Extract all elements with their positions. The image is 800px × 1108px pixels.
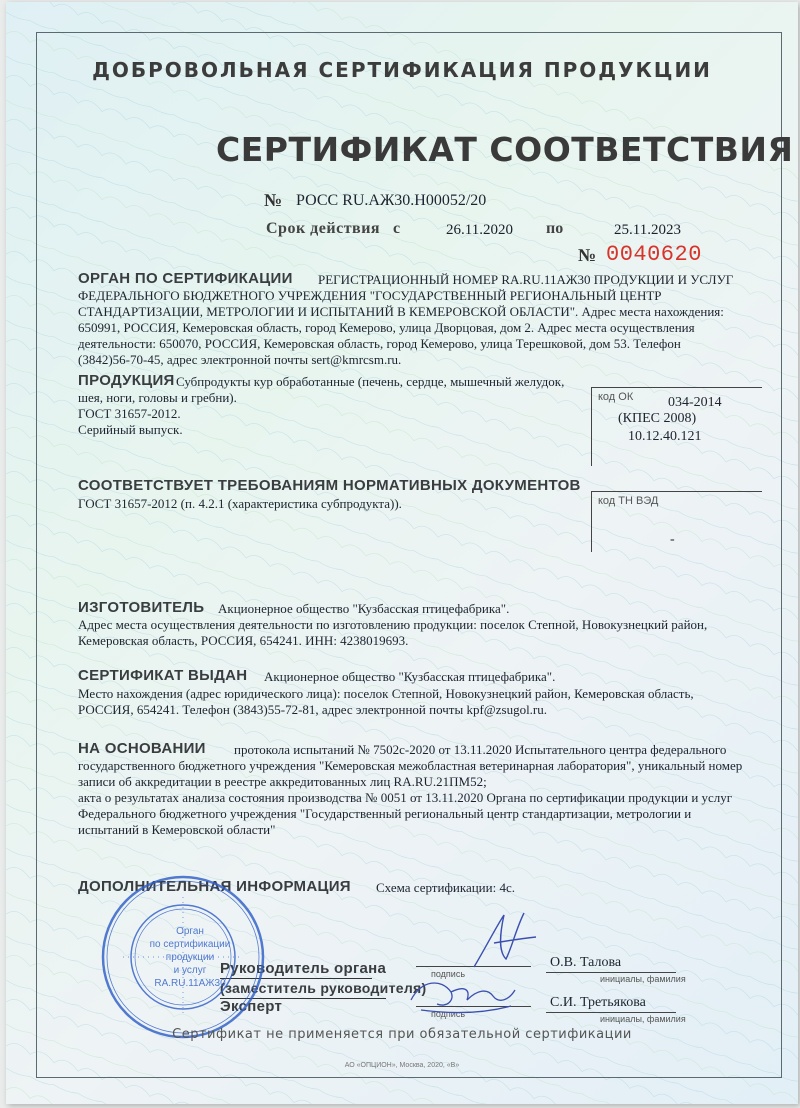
expert-signature-caption: подпись (431, 1009, 466, 1019)
ok-code-value: 10.12.40.121 (628, 429, 702, 444)
basis-line-3: акта о результатах анализа состояния производства № 0051 от 13.11.2020 Органа по сертификации продукции и услуг (78, 790, 733, 805)
head-signature-caption: подпись (431, 969, 466, 979)
stamp-line-3: продукции (165, 952, 215, 963)
cert-number-sign: № (264, 190, 283, 210)
basis-first-line: протокола испытаний № 7502с-2020 от 13.11.2020 Испытательного центра федерального (234, 742, 727, 757)
basis-line-5: испытаний в Кемеровской области" (78, 822, 276, 837)
expert-name: С.И. Третьякова (550, 995, 646, 1010)
organ-label: ОРГАН ПО СЕРТИФИКАЦИИ (78, 270, 293, 287)
issued-name: Акционерное общество "Кузбасская птицефабрика". (264, 669, 556, 684)
main-title: СЕРТИФИКАТ СООТВЕТСТВИЯ (216, 130, 794, 169)
ok-code-standard: 034-2014 (668, 395, 722, 410)
stamp-line-1: Орган (176, 926, 204, 937)
conformity-text: ГОСТ 31657-2012 (п. 4.2.1 (характеристика субпродукта)). (78, 496, 402, 511)
ok-code-label: код ОК (598, 391, 634, 403)
organ-line-5: деятельности: 650070, РОССИЯ, Кемеровская область, город Кемерово, улица Терешковой, дом 53. Телефон (78, 336, 681, 351)
organ-line-6: (3842)56-70-45, адрес электронной почты sert@kmrcsm.ru. (78, 352, 402, 367)
issued-label: СЕРТИФИКАТ ВЫДАН (78, 667, 248, 684)
additional-info-label: ДОПОЛНИТЕЛЬНАЯ ИНФОРМАЦИЯ (78, 878, 351, 895)
stamp-line-4: и услуг (173, 965, 207, 976)
tnved-code-value: - (670, 532, 675, 547)
product-line-4: Серийный выпуск. (78, 422, 183, 437)
head-name-line (546, 972, 676, 973)
additional-info-text: Схема сертификации: 4с. (376, 880, 515, 895)
validity-to-label: по (546, 220, 564, 237)
stamp-line-2: по сертификации (149, 939, 231, 950)
conformity-label: СООТВЕТСТВУЕТ ТРЕБОВАНИЯМ НОРМАТИВНЫХ ДОКУМЕНТОВ (78, 477, 581, 494)
serial-number: 0040620 (606, 242, 702, 267)
product-label: ПРОДУКЦИЯ (78, 372, 175, 389)
manufacturer-label: ИЗГОТОВИТЕЛЬ (78, 599, 205, 616)
validity-label: Срок действия (266, 220, 381, 237)
basis-line-4: Федерального бюджетного учреждения "Государственный региональный центр стандартизации, метрологии и (78, 806, 692, 821)
manufacturer-name: Акционерное общество "Кузбасская птицефабрика". (218, 601, 510, 616)
issued-line-1: Место нахождения (адрес юридического лица): поселок Степной, Новокузнецкий район, Кемеровская область, (78, 686, 694, 701)
product-line-3: ГОСТ 31657-2012. (78, 406, 181, 421)
manufacturer-line-2: Кемеровская область, РОССИЯ, 654241. ИНН: 4238019693. (78, 633, 409, 648)
ok-code-kpes: (КПЕС 2008) (618, 411, 697, 426)
issued-line-2: РОССИЯ, 654241. Телефон (3843)55-72-81, адрес электронной почты kpf@zsugol.ru. (78, 702, 548, 717)
head-signature-handwriting (446, 907, 556, 977)
expert-signature-handwriting (401, 970, 521, 1020)
stamp-line-5: RA.RU.11АЖ30 (154, 978, 226, 989)
date-from: 26.11.2020 (446, 222, 513, 238)
cert-number: РОСС RU.АЖ30.Н00052/20 (296, 192, 487, 209)
serial-sign: № (578, 245, 597, 265)
certificate-sheet (6, 2, 798, 1104)
organ-line-1: РЕГИСТРАЦИОННЫЙ НОМЕР RA.RU.11АЖ30 ПРОДУКЦИИ И УСЛУГ (318, 272, 734, 287)
organ-line-3: СТАНДАРТИЗАЦИИ, МЕТРОЛОГИИ И ИСПЫТАНИЙ В КЕМЕРОВСКОЙ ОБЛАСТИ". Адрес места нахождения: (78, 304, 724, 319)
footer-note: Сертификат не применяется при обязательной сертификации (172, 1027, 632, 1042)
expert-name-caption: инициалы, фамилия (600, 1014, 686, 1024)
head-of-organ-label: Руководитель органа (220, 960, 387, 977)
head-name: О.В. Талова (550, 955, 622, 970)
expert-name-line (546, 1012, 676, 1013)
basis-line-2: записи об аккредитации в реестре аккредитованных лиц RA.RU.21ПМ52; (78, 774, 487, 789)
basis-label: НА ОСНОВАНИИ (78, 740, 206, 757)
basis-line-1: государственного бюджетного учреждения "Кемеровская межобластная ветеринарная лаборатория", уникальный номер (78, 758, 743, 773)
top-title: ДОБРОВОЛЬНАЯ СЕРТИФИКАЦИЯ ПРОДУКЦИИ (92, 58, 712, 82)
organ-line-2: ФЕДЕРАЛЬНОГО БЮДЖЕТНОГО УЧРЕЖДЕНИЯ "ГОСУДАРСТВЕННЫЙ РЕГИОНАЛЬНЫЙ ЦЕНТР (78, 288, 662, 303)
official-round-stamp (98, 872, 268, 1042)
tnved-code-label: код ТН ВЭД (598, 495, 659, 507)
organ-line-4: 650991, РОССИЯ, Кемеровская область, город Кемерово, улица Дворцовая, дом 2. Адрес места осуществления (78, 320, 695, 335)
expert-label: Эксперт (220, 998, 283, 1015)
validity-from-label: с (393, 220, 401, 237)
product-line-2: шея, ноги, головы и гребни). (78, 390, 237, 405)
printer-imprint: АО «ОПЦИОН», Москва, 2020, «В» (344, 1062, 460, 1069)
deputy-label: (заместитель руководителя) (220, 980, 427, 996)
product-line-1: Субпродукты кур обработанные (печень, сердце, мышечный желудок, (176, 374, 565, 389)
guilloche-line (6, 1087, 798, 1104)
date-to: 25.11.2023 (614, 222, 681, 238)
manufacturer-line-1: Адрес места осуществления деятельности по изготовлению продукции: поселок Степной, Новокузнецкий район, (78, 617, 708, 632)
head-name-caption: инициалы, фамилия (600, 974, 686, 984)
